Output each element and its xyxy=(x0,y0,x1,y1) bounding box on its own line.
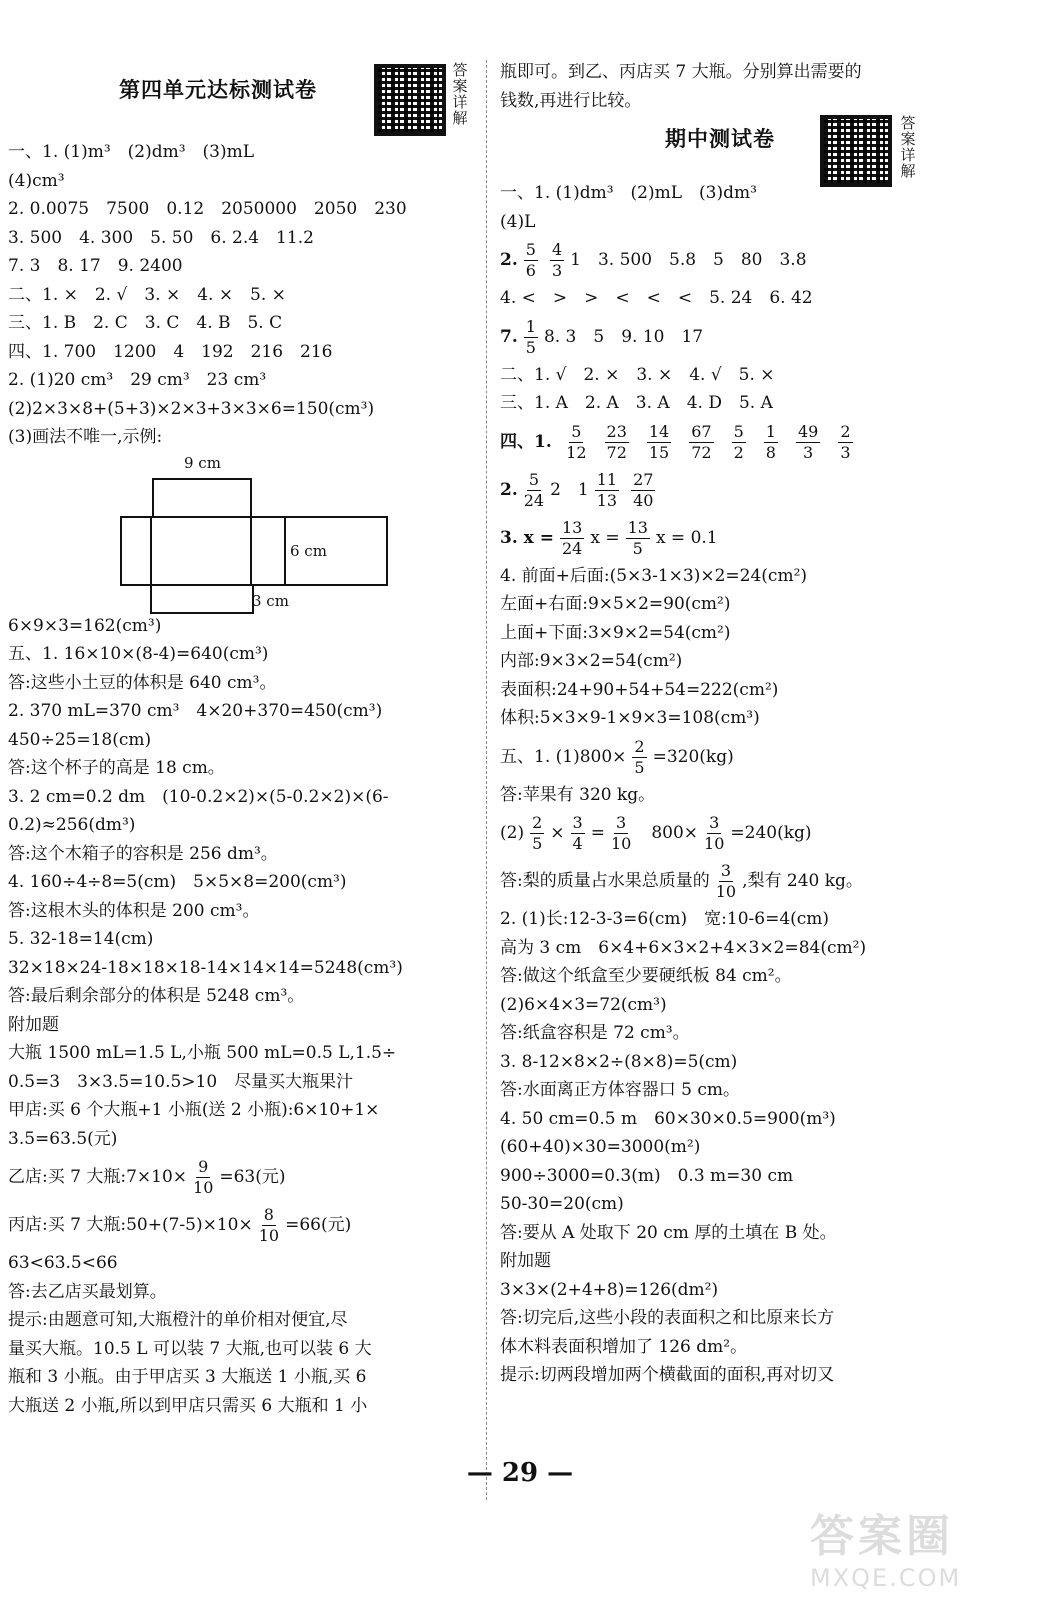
r-si1-line xyxy=(500,418,1020,466)
column-divider xyxy=(486,60,487,1500)
left-lines-line: 三、1. B 2. C 3. C 4. B 5. C xyxy=(8,313,283,333)
net-label-bottom: 3 cm xyxy=(252,591,289,610)
left-lines2-line: 附加题 xyxy=(8,1014,59,1035)
q7-label: 7. xyxy=(500,326,518,347)
left-lines-line: 四、1. 700 1200 4 192 216 216 xyxy=(8,341,333,362)
left-lines2-line: 答:这个杯子的高是 18 cm。 xyxy=(8,758,225,778)
si1-den: 72 xyxy=(691,442,712,462)
left-lines-line: 7. 3 8. 17 9. 2400 xyxy=(8,256,183,276)
bing-num: 8 xyxy=(263,1205,274,1224)
si2-f1-den: 24 xyxy=(523,490,545,510)
wu2-f4-den: 10 xyxy=(704,834,725,853)
wu1-pre: 五、1. (1)800× xyxy=(500,746,627,767)
wu1-den: 5 xyxy=(634,757,645,777)
r-line-1: 一、1. (1)dm³ (2)mL (3)dm³ xyxy=(500,183,757,203)
bing-den: 10 xyxy=(258,1226,280,1245)
right-lines2-line: 50-30=20(cm) xyxy=(500,1194,624,1214)
wu2ans-frac xyxy=(716,861,736,902)
wu1-frac xyxy=(632,737,646,778)
r-si3-line xyxy=(500,514,1020,562)
q7-num: 1 xyxy=(525,316,536,336)
si1-den: 72 xyxy=(606,442,627,462)
si2-f3-den: 40 xyxy=(633,490,654,510)
si1-den: 15 xyxy=(648,442,670,462)
si1-fraction xyxy=(605,422,629,463)
q2-rest: 1 3. 500 5.8 5 80 3.8 xyxy=(570,250,807,270)
q2-label: 2. xyxy=(500,250,518,270)
left-lines-line: (4)cm³ xyxy=(8,170,65,191)
left-lines2-line: 5. 32-18=14(cm) xyxy=(8,929,154,949)
right-lines2-line: 答:纸盒容积是 72 cm³。 xyxy=(500,1023,690,1043)
left-lines-line: 3. 500 4. 300 5. 50 6. 2.4 11.2 xyxy=(8,227,314,248)
wu2-frac-1 xyxy=(530,813,544,854)
si1-num: 23 xyxy=(606,421,627,441)
wu2ans-post: ,梨有 240 kg。 xyxy=(742,871,863,891)
left-lines2-line: 答:这些小土豆的体积是 640 cm³。 xyxy=(8,672,277,693)
right-lines2-line: (60+40)×30=3000(m²) xyxy=(500,1137,701,1157)
wu2-f4-num: 3 xyxy=(709,813,720,832)
yi-store-line xyxy=(8,1153,468,1201)
si2-f1-num: 5 xyxy=(528,469,540,489)
qr-code-icon xyxy=(374,64,446,136)
left-answers-2 xyxy=(8,612,468,1154)
left-lines-line: (3)画法不唯一,示例: xyxy=(8,427,163,447)
left-lines2-line: 2. 370 mL=370 cm³ 4×20+370=450(cm³) xyxy=(8,701,383,721)
si3-frac-2 xyxy=(626,518,650,559)
right-intro xyxy=(500,58,1020,115)
left-lines-line: 2. 0.0075 7500 0.12 2050000 2050 230 xyxy=(8,199,407,219)
left-lines-line: 二、1. × 2. √ 3. × 4. × 5. × xyxy=(8,284,286,305)
left-answers-1 xyxy=(8,138,468,452)
right-lines2-line: 3×3×(2+4+8)=126(dm²) xyxy=(500,1279,719,1300)
net-side-face xyxy=(250,516,286,586)
wu2-eq: = xyxy=(590,823,605,843)
si1-label: 四、1. xyxy=(500,431,552,452)
right-intro-line: 钱数,再进行比较。 xyxy=(500,90,642,111)
si2-mid: 2 1 xyxy=(550,479,589,500)
si1-den: 8 xyxy=(765,442,776,462)
si1-num: 49 xyxy=(797,421,819,441)
si2-f3-num: 27 xyxy=(633,469,654,489)
net-top-face xyxy=(152,478,252,518)
q2-f1-num: 5 xyxy=(525,240,536,259)
right-column xyxy=(500,58,1020,1390)
si3-f1-num: 13 xyxy=(561,517,583,537)
r-wu2-answer xyxy=(500,857,1020,905)
left-header xyxy=(8,58,468,138)
right-lines-line: 4. 前面+后面:(5×3-1×3)×2=24(cm²) xyxy=(500,565,808,586)
wu2-f1-num: 2 xyxy=(532,813,543,832)
wu2-f1-den: 5 xyxy=(532,834,543,853)
qr-code-icon xyxy=(820,115,892,187)
qr-label: 答案详解 xyxy=(452,61,468,127)
left-lines2-line: 答:这根木头的体积是 200 cm³。 xyxy=(8,900,260,921)
r-line-6: 二、1. √ 2. × 3. × 4. √ 5. × xyxy=(500,364,775,385)
net-front-face xyxy=(150,516,252,586)
si1-den: 3 xyxy=(803,442,814,462)
si2-frac-3 xyxy=(631,470,655,511)
si2-f2-num: 11 xyxy=(596,469,618,489)
left-lines2-line: 0.5=3 3×3.5=10.5>10 尽量买大瓶果汁 xyxy=(8,1071,354,1092)
left-lines2-line: 五、1. 16×10×(8-4)=640(cm³) xyxy=(8,644,269,664)
wu2-mid: 800× xyxy=(651,823,699,843)
right-lines2-line: 900÷3000=0.3(m) 0.3 m=30 cm xyxy=(500,1165,794,1186)
left-lines2-line: 甲店:买 6 个大瓶+1 小瓶(送 2 小瓶):6×10+1× xyxy=(8,1100,380,1120)
si2-frac-1 xyxy=(524,470,544,511)
q2-f2-num: 4 xyxy=(551,240,563,259)
left-lines2-line: 4. 160÷4÷8=5(cm) 5×5×8=200(cm³) xyxy=(8,872,347,892)
si1-num: 14 xyxy=(648,421,670,441)
yi-den: 10 xyxy=(193,1178,214,1197)
left-lines2-line: 3.5=63.5(元) xyxy=(8,1128,118,1149)
watermark-big: 答案圈 xyxy=(810,1511,954,1562)
right-intro-line: 瓶即可。到乙、丙店买 7 大瓶。分别算出需要的 xyxy=(500,62,862,82)
right-header xyxy=(500,115,1020,179)
right-lines-line: 左面+右面:9×5×2=90(cm²) xyxy=(500,594,731,614)
left-lines2-line: 450÷25=18(cm) xyxy=(8,729,152,750)
si3-post: x = 0.1 xyxy=(655,527,718,548)
si2-label: 2. xyxy=(500,479,518,500)
left-lines2-line: 32×18×24-18×18×18-14×14×14=5248(cm³) xyxy=(8,957,403,978)
page-number: — 29 — xyxy=(466,1458,574,1488)
si3-label: 3. x = xyxy=(500,527,554,548)
wu2-frac-4 xyxy=(704,813,724,854)
si1-fraction xyxy=(732,422,746,463)
r-q2-line xyxy=(500,236,1020,284)
si3-mid: x = xyxy=(590,527,620,548)
wu2-times: × xyxy=(550,823,565,843)
left-lines3-line: 63<63.5<66 xyxy=(8,1253,118,1273)
right-lines2-line: 高为 3 cm 6×4+6×3×2+4×3×2=84(cm²) xyxy=(500,937,867,958)
right-lines2-line: 答:水面离正方体容器口 5 cm。 xyxy=(500,1080,740,1100)
wu2-pre: (2) xyxy=(500,823,525,843)
right-lines-line: 表面积:24+90+54+54=222(cm²) xyxy=(500,679,779,700)
r-wu1-answer: 答:苹果有 320 kg。 xyxy=(500,784,656,805)
si1-den: 2 xyxy=(733,442,744,462)
wu2-f2-num: 3 xyxy=(572,813,583,832)
si1-fraction xyxy=(647,422,671,463)
left-lines-line: 一、1. (1)m³ (2)dm³ (3)mL xyxy=(8,142,255,162)
si1-num: 5 xyxy=(571,421,582,441)
right-lines2-line: 附加题 xyxy=(500,1251,551,1271)
si1-fraction xyxy=(764,422,778,463)
si3-f2-den: 5 xyxy=(632,538,643,558)
left-lines2-line: 答:这个木箱子的容积是 256 dm³。 xyxy=(8,843,278,864)
wu1-num: 2 xyxy=(634,736,645,756)
left-answers-3 xyxy=(8,1249,468,1420)
right-answers-2 xyxy=(500,905,1020,1390)
si1-fraction xyxy=(796,422,820,463)
watermark-logo xyxy=(810,1500,1010,1590)
left-lines-line: 2. (1)20 cm³ 29 cm³ 23 cm³ xyxy=(8,370,267,390)
cuboid-net-diagram xyxy=(8,452,468,612)
wu1-post: =320(kg) xyxy=(652,746,734,767)
r-si2-line xyxy=(500,466,1020,514)
si3-f2-num: 13 xyxy=(627,517,648,537)
right-lines2-line: 体木料表面积增加了 126 dm²。 xyxy=(500,1336,748,1357)
right-lines2-line: 答:要从 A 处取下 20 cm 厚的土填在 B 处。 xyxy=(500,1222,837,1243)
bing-pre: 丙店:买 7 大瓶:50+(7-5)×10× xyxy=(8,1215,253,1235)
q7-den: 5 xyxy=(525,337,536,357)
left-lines2-line: 6×9×3=162(cm³) xyxy=(8,615,162,636)
left-title: 第四单元达标测试卷 xyxy=(119,77,317,102)
yi-pre: 乙店:买 7 大瓶:7×10× xyxy=(8,1167,188,1187)
q2-frac-2 xyxy=(550,240,564,281)
si1-den: 12 xyxy=(566,442,587,462)
right-answers-1 xyxy=(500,562,1020,733)
right-lines2-line: 3. 8-12×8×2÷(8×8)=5(cm) xyxy=(500,1051,738,1072)
wu2ans-den: 10 xyxy=(715,882,737,901)
si1-fraction xyxy=(689,422,713,463)
left-lines3-line: 量买大瓶。10.5 L 可以装 7 大瓶,也可以装 6 大 xyxy=(8,1338,372,1359)
si1-den: 3 xyxy=(840,442,851,462)
left-lines2-line: 大瓶 1500 mL=1.5 L,小瓶 500 mL=0.5 L,1.5÷ xyxy=(8,1043,397,1063)
left-lines-line: (2)2×3×8+(5+3)×2×3+3×3×6=150(cm³) xyxy=(8,398,375,419)
si1-fraction xyxy=(838,422,852,463)
left-lines2-line: 答:最后剩余部分的体积是 5248 cm³。 xyxy=(8,986,305,1006)
right-lines2-line: 提示:切两段增加两个横截面的面积,再对切又 xyxy=(500,1365,835,1385)
r-wu2-line xyxy=(500,809,1020,857)
q7-frac xyxy=(524,317,538,358)
left-lines2-line: 0.2)≈256(dm³) xyxy=(8,815,136,835)
bing-fraction xyxy=(259,1205,279,1246)
right-lines-line: 内部:9×3×2=54(cm²) xyxy=(500,651,683,671)
net-label-right: 6 cm xyxy=(290,541,327,560)
si2-f2-den: 13 xyxy=(596,490,618,510)
right-lines-line: 上面+下面:3×9×2=54(cm²) xyxy=(500,622,731,643)
si3-f1-den: 24 xyxy=(561,538,583,558)
si3-frac-1 xyxy=(560,518,584,559)
bing-store-line xyxy=(8,1201,468,1249)
wu2-f2-den: 4 xyxy=(572,834,583,853)
left-lines3-line: 瓶和 3 小瓶。由于甲店买 3 大瓶送 1 小瓶,买 6 xyxy=(8,1367,367,1387)
wu2-f3-den: 10 xyxy=(610,834,632,853)
q7-rest: 8. 3 5 9. 10 17 xyxy=(543,326,704,347)
left-lines2-line: 3. 2 cm=0.2 dm (10-0.2×2)×(5-0.2×2)×(6- xyxy=(8,786,389,807)
wu2-post: =240(kg) xyxy=(730,823,812,843)
yi-num: 9 xyxy=(198,1157,209,1176)
si1-num: 2 xyxy=(840,421,851,441)
si1-num: 1 xyxy=(765,421,776,441)
qr-label: 答案详解 xyxy=(900,114,916,180)
q2-f2-den: 3 xyxy=(551,261,563,280)
si1-fraction xyxy=(566,422,586,463)
wu2ans-num: 3 xyxy=(720,861,731,880)
right-title: 期中测试卷 xyxy=(665,126,775,151)
si2-frac-2 xyxy=(595,470,619,511)
r-q7-line xyxy=(500,313,1020,361)
yi-post: =63(元) xyxy=(219,1167,286,1187)
watermark-url: MXQE.COM xyxy=(810,1564,962,1592)
r-line-2: (4)L xyxy=(500,211,536,232)
net-label-top: 9 cm xyxy=(184,453,221,472)
right-lines-line: 体积:5×3×9-1×9×3=108(cm³) xyxy=(500,708,760,728)
left-lines3-line: 大瓶送 2 小瓶,所以到甲店只需买 6 大瓶和 1 小 xyxy=(8,1395,368,1416)
q2-frac-1 xyxy=(524,240,538,281)
left-column xyxy=(8,58,468,1420)
wu2-frac-3 xyxy=(611,813,631,854)
left-lines3-line: 提示:由题意可知,大瓶橙汁的单价相对便宜,尽 xyxy=(8,1310,348,1330)
yi-fraction xyxy=(193,1157,213,1198)
wu2-frac-2 xyxy=(571,813,585,854)
right-lines2-line: (2)6×4×3=72(cm³) xyxy=(500,994,667,1015)
bing-post: =66(元) xyxy=(285,1215,352,1235)
net-bottom-face xyxy=(150,584,254,614)
right-lines2-line: 答:做这个纸盒至少要硬纸板 84 cm²。 xyxy=(500,966,792,986)
r-line-7: 三、1. A 2. A 3. A 4. D 5. A xyxy=(500,393,773,413)
wu2ans-pre: 答:梨的质量占水果总质量的 xyxy=(500,871,710,891)
right-lines2-line: 答:切完后,这些小段的表面积之和比原来长方 xyxy=(500,1308,835,1328)
right-lines2-line: 2. (1)长:12-3-3=6(cm) 宽:10-6=4(cm) xyxy=(500,909,830,929)
wu2-f3-num: 3 xyxy=(616,813,627,832)
si1-num: 5 xyxy=(733,421,744,441)
si1-num: 67 xyxy=(691,421,712,441)
r-line-4: 4. < > > < < < 5. 24 6. 42 xyxy=(500,288,813,308)
q2-f1-den: 6 xyxy=(525,261,536,280)
right-lines2-line: 4. 50 cm=0.5 m 60×30×0.5=900(m³) xyxy=(500,1108,836,1129)
left-lines3-line: 答:去乙店买最划算。 xyxy=(8,1281,167,1302)
r-wu1-line xyxy=(500,733,1020,781)
